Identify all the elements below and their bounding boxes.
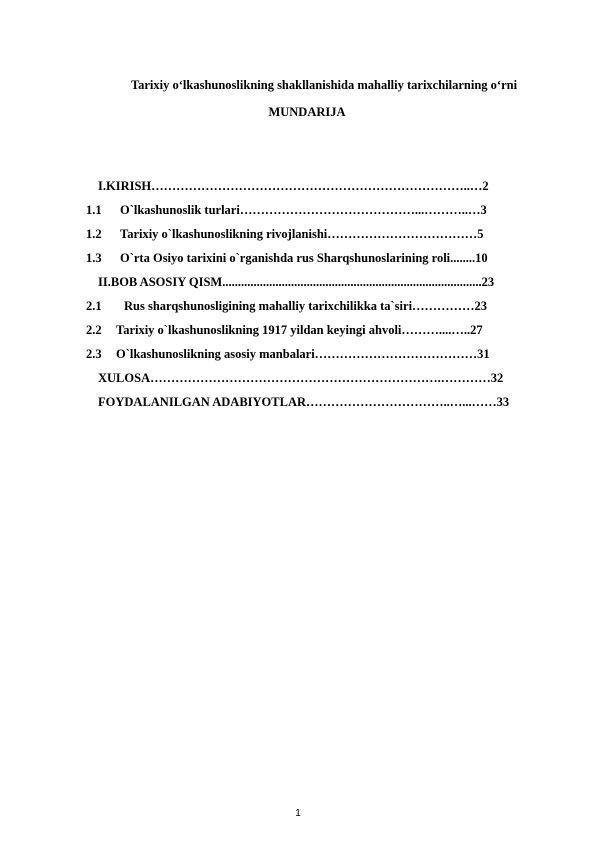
toc-entry-adabiyotlar: FOYDALANILGAN ADABIYOTLAR……………………………..…...……33 xyxy=(98,395,510,409)
toc-entry-2-3: 2.3 O`lkashunoslikning asosiy manbalari…………………………………31 xyxy=(86,347,490,361)
toc-entry-asosiy-qism: II.BOB ASOSIY QISM...................................................................................23 xyxy=(98,275,495,289)
page-number: 1 xyxy=(295,808,301,819)
toc-entry-xulosa: XULOSA…………………………………………………………….…………32 xyxy=(98,371,504,385)
toc-entry-1-3: 1.3 O`rta Osiyo tarixini o`rganishda rus Sharqshunoslarining roli........10 xyxy=(86,251,488,265)
toc-entry-1-1: 1.1 O`lkashunoslik turlari……………………………………...………..…3 xyxy=(86,203,487,217)
document-title: Tarixiy o‘lkashunoslikning shakllanishida mahalliy tarixchilarning o‘rni xyxy=(130,78,518,92)
toc-entry-2-1: 2.1 Rus sharqshunosligining mahalliy tarixchilikka ta`siri……………23 xyxy=(86,299,488,313)
contents-heading: MUNDARIJA xyxy=(268,105,346,119)
toc-entry-2-2: 2.2 Tarixiy o`lkashunoslikning 1917 yildan keyingi ahvoli………....…..27 xyxy=(86,323,483,337)
toc-entry-1-2: 1.2 Tarixiy o`lkashunoslikning rivojlanishi………………………………5 xyxy=(86,227,484,241)
toc-entry-kirish: I.KIRISH…………………………………………………………………..…2 xyxy=(98,179,489,193)
